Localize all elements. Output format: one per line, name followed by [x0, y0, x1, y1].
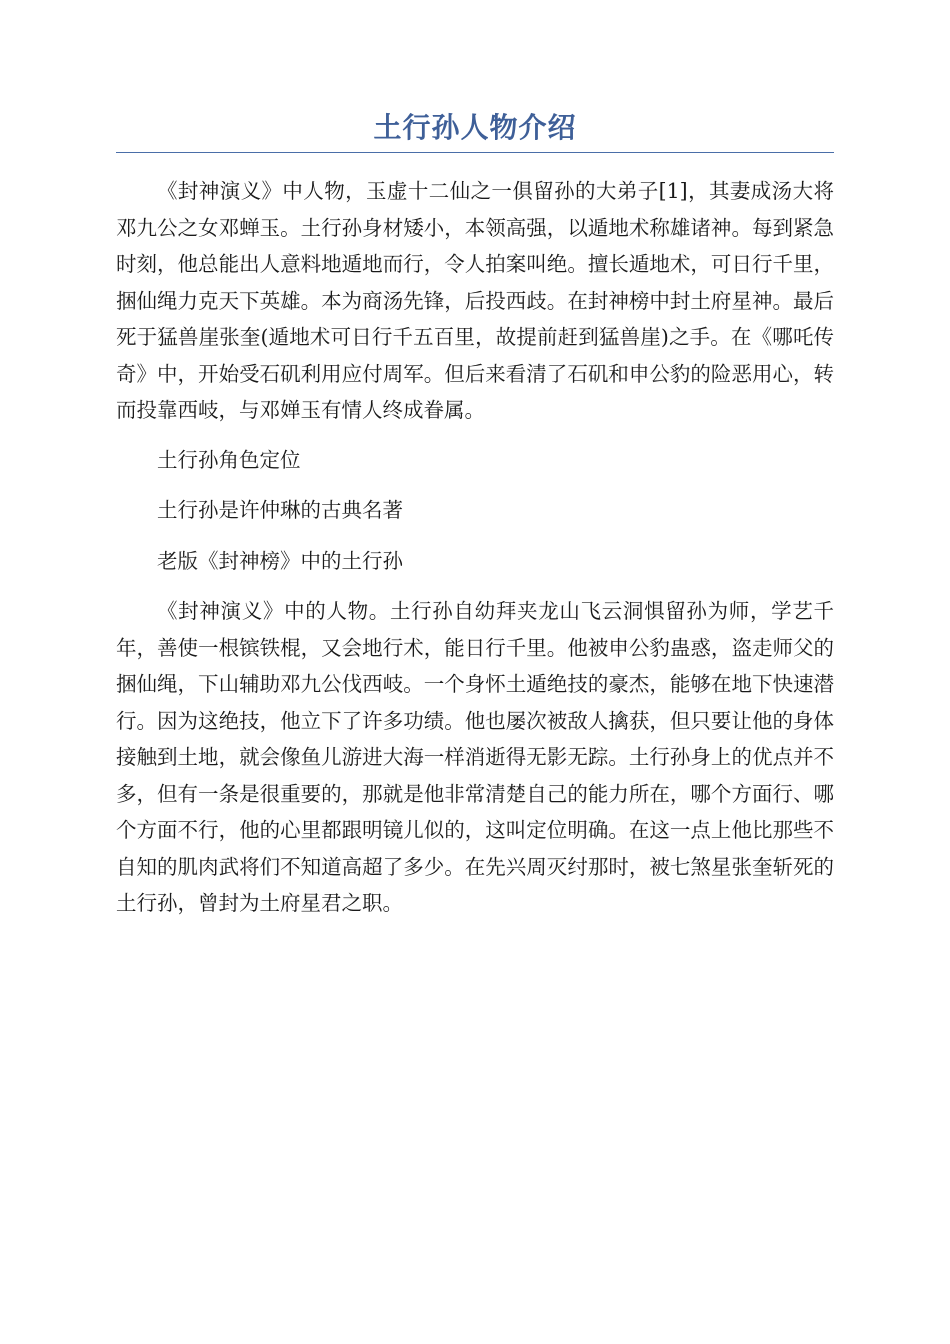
paragraph-intro: 《封神演义》中人物，玉虚十二仙之一俱留孙的大弟子[1]，其妻成汤大将邓九公之女邓蝉玉。土行孙身材矮小，本领高强，以遁地术称雄诸神。每到紧急时刻，他总能出人意料地遁地而行，令人拍案叫绝。擅长遁地术，可日行千里，捆仙绳力克天下英雄。本为商汤先锋，后投西歧。在封神榜中封土府星神。最后死于猛兽崖张奎(遁地术可日行千五百里，故提前赶到猛兽崖)之手。在《哪吒传奇》中，开始受石矶利用应付周军。但后来看清了石矶和申公豹的险恶用心，转而投靠西岐，与邓婵玉有情人终成眷属。	[116, 179, 834, 422]
paragraph-old-version: 老版《封神榜》中的土行孙	[157, 548, 403, 573]
paragraph-role-heading: 土行孙角色定位	[157, 447, 301, 472]
title-underline	[116, 152, 834, 153]
paragraph-classic-work: 土行孙是许仲琳的古典名著	[157, 498, 403, 522]
paragraph-detail: 《封神演义》中的人物。土行孙自幼拜夹龙山飞云洞惧留孙为师，学艺千年，善使一根镔铁棍，又会地行术，能日行千里。他被申公豹蛊惑，盗走师父的捆仙绳，下山辅助邓九公伐西岐。一个身怀土遁绝技的豪杰，能够在地下快速潜行。因为这绝技，他立下了许多功绩。他也屡次被敌人擒获，但只要让他的身体接触到土地，就会像鱼儿游进大海一样消逝得无影无踪。土行孙身上的优点并不多，但有一条是很重要的，那就是他非常清楚自己的能力所在，哪个方面行、哪个方面不行，他的心里都跟明镜儿似的，这叫定位明确。在这一点上他比那些不自知的肌肉武将们不知道高超了多少。在先兴周灭纣那时，被七煞星张奎斩死的土行孙，曾封为土府星君之职。	[116, 599, 834, 915]
document-page	[116, 108, 834, 935]
document-title: 土行孙人物介绍	[373, 111, 577, 144]
